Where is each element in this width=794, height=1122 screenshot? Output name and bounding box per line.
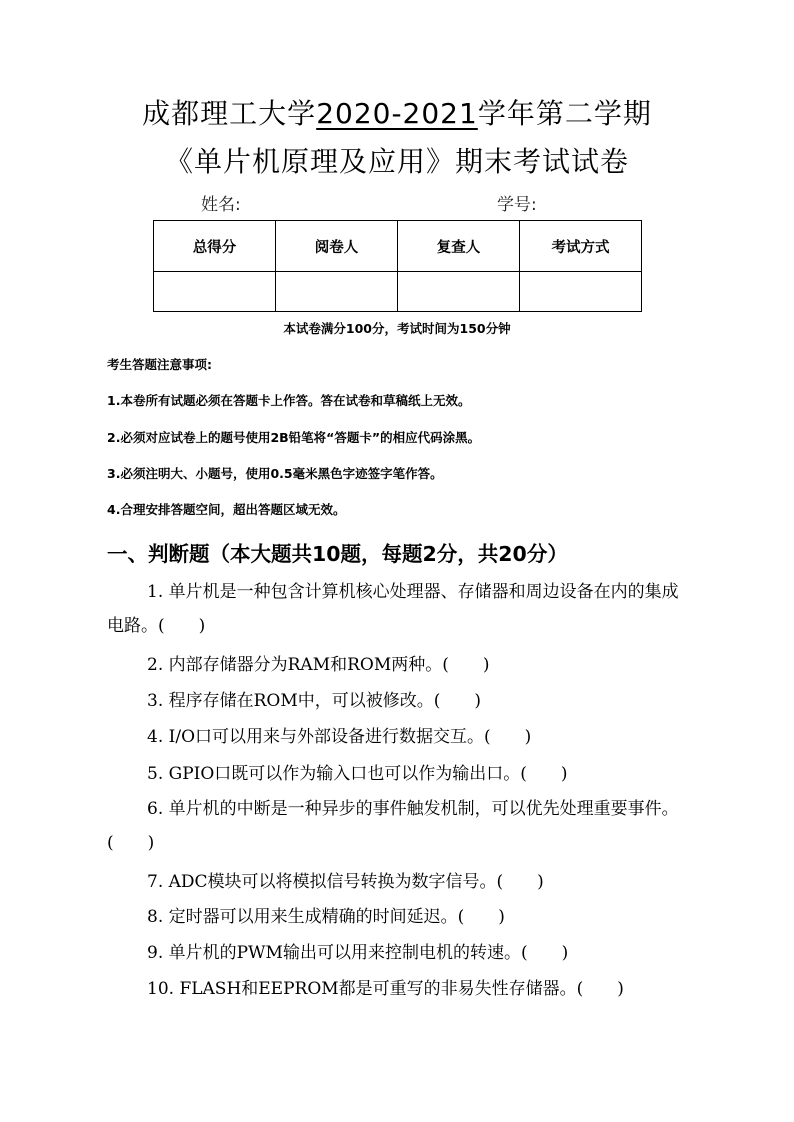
- exam-note: 本试卷满分100分，考试时间为150分钟: [283, 321, 511, 336]
- question-9: 9. 单片机的PWM输出可以用来控制电机的转速。( ): [147, 943, 569, 963]
- exam-title-line1: [0, 92, 794, 132]
- section-title: 一、判断题（本大题共10题，每题2分，共20分）: [107, 542, 568, 566]
- notice-item: 4.合理安排答题空间，超出答题区域无效。: [107, 502, 346, 517]
- notice-item: 1.本卷所有试题必须在答题卡上作答。答在试卷和草稿纸上无效。: [107, 393, 471, 408]
- student-id-label: 学号:: [497, 195, 537, 215]
- question-1: 1. 单片机是一种包含计算机核心处理器、存储器和周边设备在内的集成电路。( ): [107, 582, 679, 636]
- grader-header: 阅卷人: [276, 221, 398, 272]
- question-7: 7. ADC模块可以将模拟信号转换为数字信号。( ): [147, 872, 544, 892]
- question-2: 2. 内部存储器分为RAM和ROM两种。( ): [147, 655, 490, 675]
- exam-mode-cell[interactable]: [520, 272, 642, 312]
- question-3: 3. 程序存储在ROM中，可以被修改。( ): [147, 691, 482, 711]
- grader-cell[interactable]: [276, 272, 398, 312]
- question-8: 8. 定时器可以用来生成精确的时间延迟。( ): [147, 907, 505, 927]
- question-10: 10. FLASH和EEPROM都是可重写的非易失性存储器。( ): [147, 979, 624, 999]
- notice-item: 2.必须对应试卷上的题号使用2B铅笔将“答题卡”的相应代码涂黑。: [107, 430, 481, 445]
- exam-title-line2: 《单片机原理及应用》期末考试试卷: [164, 145, 629, 178]
- question-5: 5. GPIO口既可以作为输入口也可以作为输出口。( ): [147, 764, 568, 784]
- reviewer-cell[interactable]: [398, 272, 520, 312]
- academic-year: 2020-2021: [316, 97, 478, 130]
- name-label: 姓名:: [201, 195, 241, 215]
- notice-item: 3.必须注明大、小题号，使用0.5毫米黑色字迹签字笔作答。: [107, 466, 443, 481]
- exam-mode-header: 考试方式: [520, 221, 642, 272]
- university-name: 成都理工大学: [142, 97, 317, 130]
- total-score-header: 总得分: [154, 221, 276, 272]
- question-4: 4. I/O口可以用来与外部设备进行数据交互。( ): [147, 727, 532, 747]
- semester: 学年第二学期: [477, 97, 652, 130]
- total-score-cell[interactable]: [154, 272, 276, 312]
- notice-title: 考生答题注意事项:: [107, 357, 212, 372]
- reviewer-header: 复查人: [398, 221, 520, 272]
- score-table: [153, 220, 642, 312]
- question-6: 6. 单片机的中断是一种异步的事件触发机制，可以优先处理重要事件。( ): [107, 799, 679, 853]
